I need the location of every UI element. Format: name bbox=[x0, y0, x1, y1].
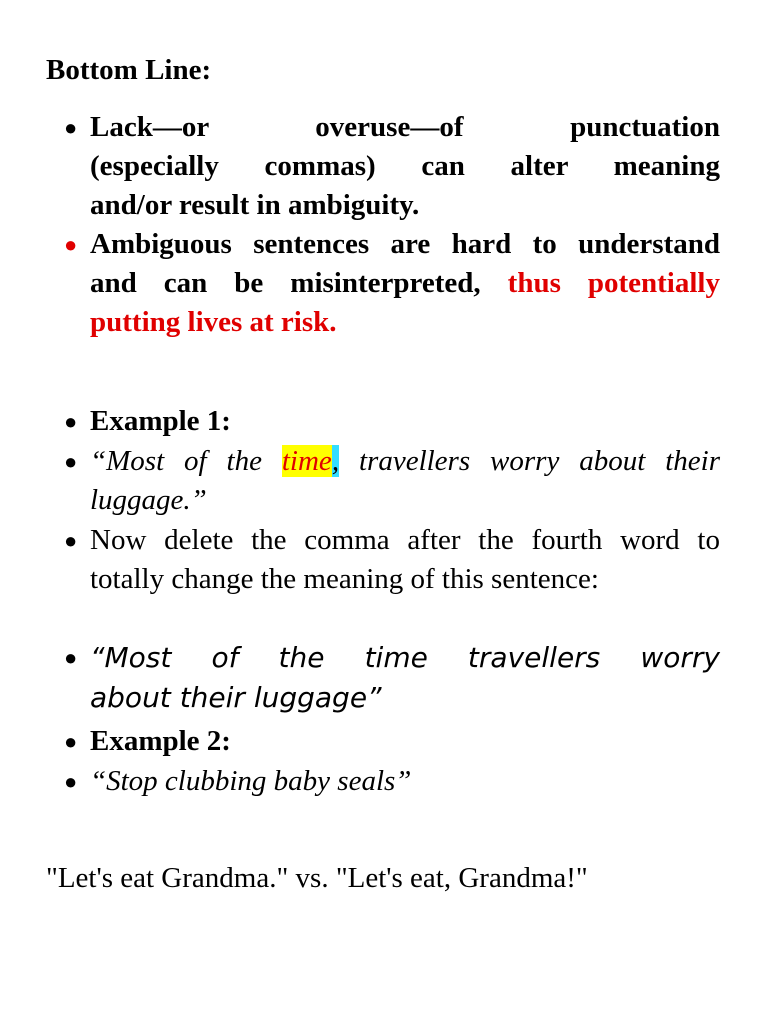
quote-line bbox=[90, 442, 720, 481]
bullet-dot-icon: ● bbox=[64, 729, 78, 754]
quote-line: about their luggage” bbox=[90, 681, 382, 714]
bullet-item-quote-2 bbox=[64, 638, 720, 718]
heading-bottom-line: Bottom Line: bbox=[46, 54, 212, 86]
item-line: Now delete the comma after the fourth word to bbox=[90, 524, 720, 556]
item-text: and can be misinterpreted, bbox=[90, 267, 481, 299]
quote-line: “Stop clubbing baby seals” bbox=[90, 765, 412, 797]
bullet-item-example-1 bbox=[64, 402, 720, 441]
quote-text: travellers worry about their bbox=[339, 445, 720, 477]
bullet-dot-icon: ● bbox=[64, 528, 78, 553]
bullet-dot-icon: ● bbox=[64, 645, 78, 670]
bullet-dot-icon: ● bbox=[64, 449, 78, 474]
highlighted-comma: , bbox=[331, 445, 340, 477]
item-line: (especially commas) can alter meaning bbox=[90, 150, 720, 182]
bullet-dot-icon: ● bbox=[64, 115, 78, 140]
bullet-dot-icon: ● bbox=[64, 769, 78, 794]
quote-text: “Most of the bbox=[90, 445, 282, 477]
highlighted-word: time bbox=[281, 445, 332, 477]
bullet-dot-icon: ● bbox=[64, 409, 78, 434]
footer-comparison: "Let's eat Grandma." vs. "Let's eat, Grandma!" bbox=[46, 862, 588, 894]
bullet-item-example-2 bbox=[64, 722, 720, 761]
bullet-item-ambiguous bbox=[64, 225, 720, 342]
bullet-item-quote-3 bbox=[64, 762, 720, 801]
example-label: Example 1: bbox=[90, 405, 231, 437]
quote-line: luggage.” bbox=[90, 484, 207, 516]
bullet-item-instruction bbox=[64, 521, 720, 599]
bullet-dot-icon: ● bbox=[64, 232, 78, 257]
item-line: totally change the meaning of this sentence: bbox=[90, 563, 599, 595]
item-line: and/or result in ambiguity. bbox=[90, 189, 420, 221]
emphasis-line: putting lives at risk. bbox=[90, 306, 337, 338]
item-line: Ambiguous sentences are hard to understand bbox=[90, 228, 720, 260]
example-label: Example 2: bbox=[90, 725, 231, 757]
quote-line: “Most of the time travellers worry bbox=[90, 641, 720, 674]
emphasis-text: thus potentially bbox=[507, 267, 720, 299]
bullet-item-punctuation bbox=[64, 108, 720, 225]
item-line: Lack—or overuse—of punctuation bbox=[90, 111, 720, 143]
bullet-item-quote-1 bbox=[64, 442, 720, 520]
item-line bbox=[90, 264, 720, 303]
